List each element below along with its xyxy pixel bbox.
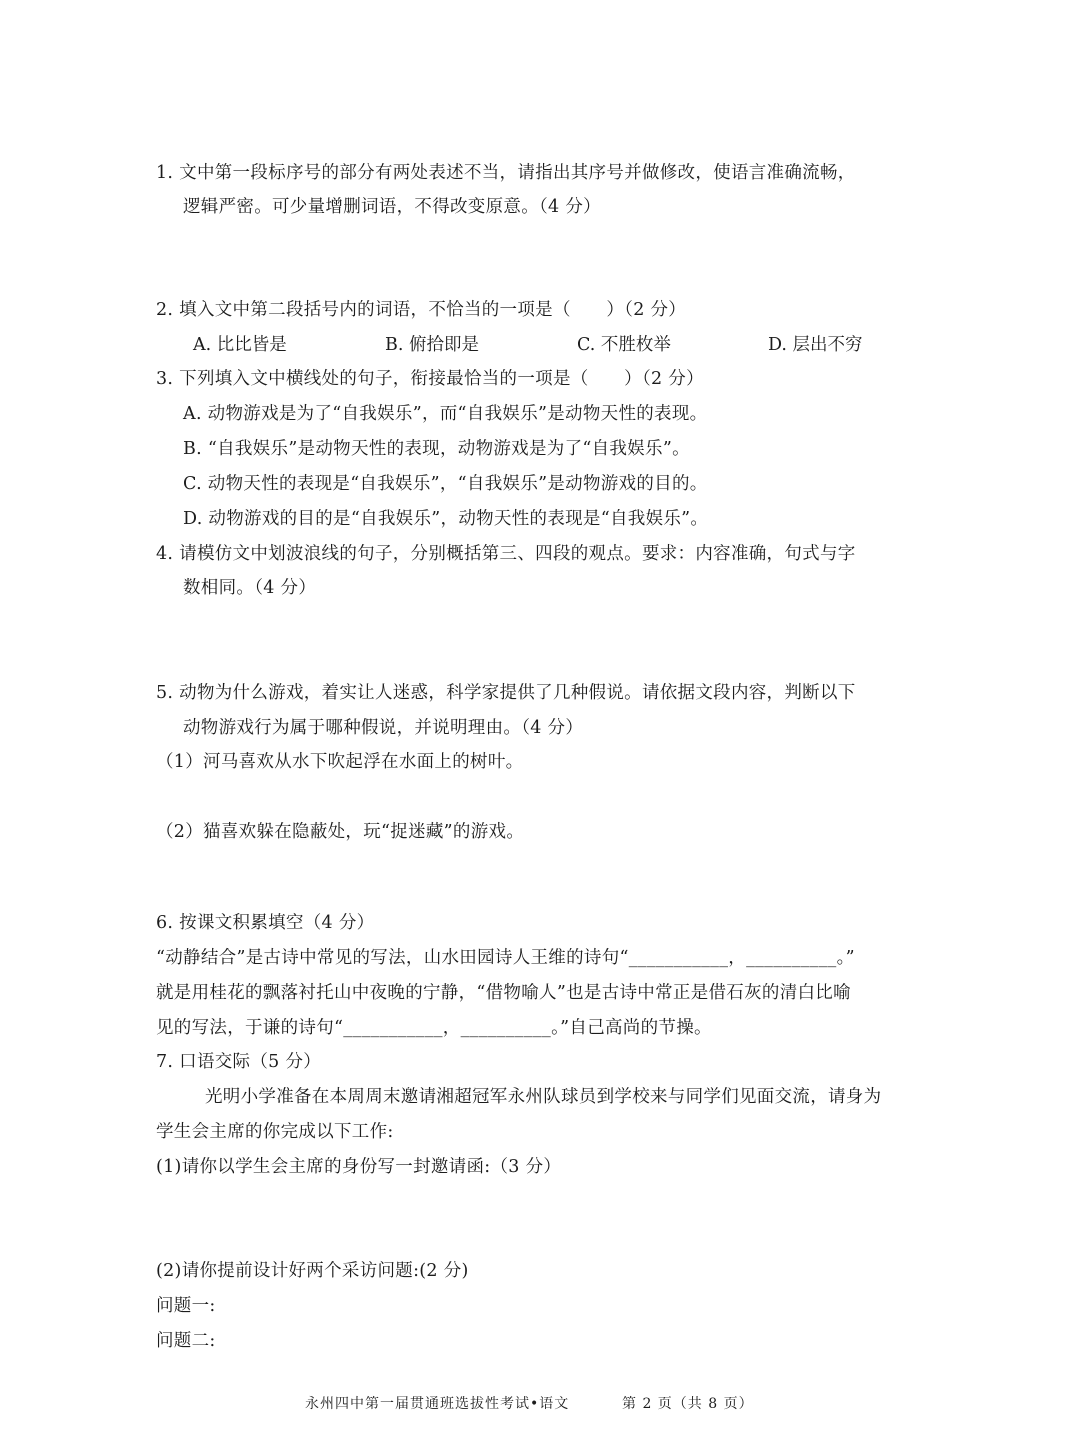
q6-line-2: 就是用桂花的飘落衬托山中夜晚的宁静，“借物喻人”也是古诗中常正是借石灰的清白比喻 [156,983,851,1003]
q7-task-1: (1)请你以学生会主席的身份写一封邀请函:（3 分） [156,1157,562,1177]
q7-line-1: 光明小学准备在本周周末邀请湘超冠军永州队球员到学校来与同学们见面交流，请身为 [205,1087,882,1107]
q6-heading: 6. 按课文积累填空（4 分） [156,913,375,933]
q1-line-1: 1. 文中第一段标序号的部分有两处表述不当，请指出其序号并做修改，使语言准确流畅， [156,163,856,183]
q5-line-1: 5. 动物为什么游戏，着实让人迷惑，科学家提供了几种假说。请依据文段内容，判断以下 [156,683,856,703]
q7-task-2: (2)请你提前设计好两个采访问题:(2 分) [156,1261,469,1281]
q5-sub-2: （2）猫喜欢躲在隐蔽处，玩“捉迷藏”的游戏。 [156,822,525,842]
q6-line-1: “动静结合”是古诗中常见的写法，山水田园诗人王维的诗句“___________，__________。” [156,948,855,968]
q7-line-2: 学生会主席的你完成以下工作: [156,1122,394,1142]
q7-heading: 7. 口语交际（5 分） [156,1052,322,1072]
q2-option-a: A. 比比皆是 [193,335,287,355]
q1-line-2: 逻辑严密。可少量增删词语，不得改变原意。（4 分） [183,197,601,217]
page-footer-page-number: 第 2 页（共 8 页） [622,1396,754,1412]
q3-stem: 3. 下列填入文中横线处的句子，衔接最恰当的一项是（ ）（2 分） [156,369,704,389]
q3-option-c: C. 动物天性的表现是“自我娱乐”，“自我娱乐”是动物游戏的目的。 [183,474,708,494]
q7-question-one: 问题一: [156,1296,216,1316]
q6-line-3: 见的写法，于谦的诗句“___________，__________。”自己高尚的节操。 [156,1018,712,1038]
q2-option-b: B. 俯拾即是 [385,335,479,355]
q7-question-two: 问题二: [156,1331,216,1351]
q5-sub-1: （1）河马喜欢从水下吹起浮在水面上的树叶。 [156,752,524,772]
page-footer-exam-title: 永州四中第一届贯通班选拔性考试•语文 [305,1396,570,1412]
q2-option-c: C. 不胜枚举 [577,335,671,355]
q3-option-a: A. 动物游戏是为了“自我娱乐”，而“自我娱乐”是动物天性的表现。 [183,404,708,424]
q4-line-2: 数相同。（4 分） [183,578,317,598]
q4-line-1: 4. 请模仿文中划波浪线的句子，分别概括第三、四段的观点。要求：内容准确，句式与字 [156,544,856,564]
q2-stem: 2. 填入文中第二段括号内的词语，不恰当的一项是（ ）（2 分） [156,300,687,320]
q3-option-b: B. “自我娱乐”是动物天性的表现，动物游戏是为了“自我娱乐”。 [183,439,690,459]
q5-line-2: 动物游戏行为属于哪种假说，并说明理由。（4 分） [183,718,584,738]
q3-option-d: D. 动物游戏的目的是“自我娱乐”，动物天性的表现是“自我娱乐”。 [183,509,709,529]
q2-option-d: D. 层出不穷 [768,335,863,355]
